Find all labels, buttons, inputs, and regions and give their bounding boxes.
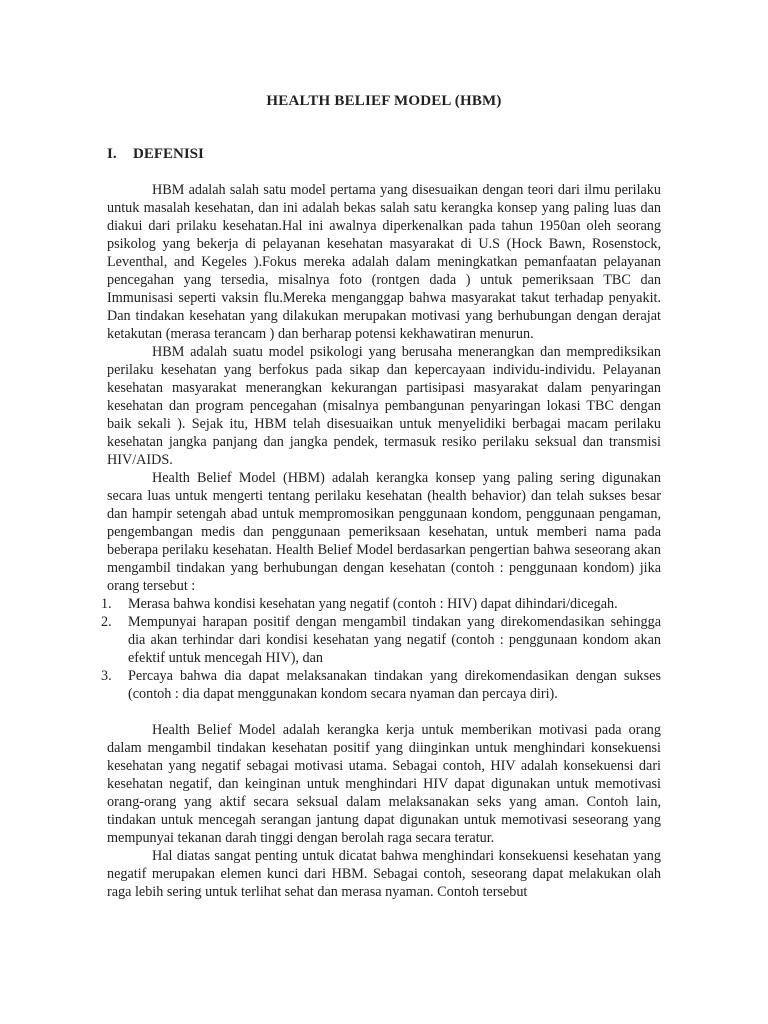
section-number: I. [107,146,117,162]
list-item-text: Merasa bahwa kondisi kesehatan yang negatif (contoh : HIV) dapat dihindari/dicegah. [128,596,618,612]
list-item-number: 3. [101,668,112,684]
section-title: DEFENISI [133,146,204,162]
list-item [101,667,661,703]
document-body [101,181,661,901]
paragraph: Health Belief Model adalah kerangka kerja untuk memberikan motivasi pada orang dalam mengambil tindakan kesehatan positif yang diinginkan untuk menghindari konsekuensi kesehatan yang negatif sebagai motivasi utama. Sebagai contoh, HIV adalah konsekuensi dari kesehatan negatif, dan keinginan untuk menghindari HIV dapat digunakan untuk memotivasi orang-orang yang aktif secara seksual dalam melaksanakan seks yang aman. Contoh lain, tindakan untuk mencegah serangan jantung dapat digunakan untuk memotivasi seseorang yang mempunyai tekanan darah tinggi dengan berolah raga secara teratur. [107,722,661,846]
paragraph: Hal diatas sangat penting untuk dicatat bahwa menghindari konsekuensi kesehatan yang negatif merupakan elemen kunci dari HBM. Sebagai contoh, seseorang dapat melakukan olah raga lebih sering untuk terlihat sehat dan merasa nyaman. Contoh tersebut [107,848,661,900]
list-item-number: 2. [101,614,112,630]
document-title: HEALTH BELIEF MODEL (HBM) [266,93,502,109]
paragraph: HBM adalah suatu model psikologi yang berusaha menerangkan dan memprediksikan perilaku kesehatan yang berfokus pada sikap dan kepercayaan individu-individu. Pelayanan kesehatan masyarakat menerangkan kekurangan partisipasi masyarakat dalam penyaringan kesehatan dan program pencegahan (misalnya pembangunan penyaringan lokasi TBC dengan baik sekali ). Sejak itu, HBM telah disesuaikan untuk menyelidiki berbagai macam perilaku kesehatan jangka panjang dan jangka pendek, termasuk resiko perilaku seksual dan transmisi HIV/AIDS. [107,344,661,468]
numbered-list [101,595,661,703]
list-item [101,613,661,667]
list-item-text: Percaya bahwa dia dapat melaksanakan tindakan yang direkomendasikan dengan sukses (contoh : dia dapat menggunakan kondom secara nyaman dan percaya diri). [128,668,661,702]
section-heading [107,146,204,163]
paragraph: HBM adalah salah satu model pertama yang disesuaikan dengan teori dari ilmu perilaku untuk masalah kesehatan, dan ini adalah bekas salah satu kerangka konsep yang paling luas dan diakui dari prilaku kesehatan.Hal ini awalnya diperkenalkan pada tahun 1950an oleh seorang psikolog yang bekerja di pelayanan kesehatan masyarakat di U.S (Hock Bawn, Rosenstock, Leventhal, and Kegeles ).Fokus mereka adalah dalam meningkatkan pemanfaatan pelayanan pencegahan yang tersedia, misalnya foto (rontgen dada ) untuk pemeriksaan TBC dan Immunisasi seperti vaksin flu.Mereka menganggap bahwa masyarakat takut terhadap penyakit. Dan tindakan kesehatan yang dilakukan merupakan motivasi yang berhubungan dengan derajat ketakutan (merasa terancam ) dan berharap potensi kekhawatiran menurun. [107,182,661,342]
list-item-text: Mempunyai harapan positif dengan mengambil tindakan yang direkomendasikan sehingga dia akan terhindar dari kondisi kesehatan yang negatif (contoh : penggunaan kondom akan efektif untuk mencegah HIV), dan [128,614,661,666]
list-item [101,595,661,613]
paragraph: Health Belief Model (HBM) adalah kerangka konsep yang paling sering digunakan secara luas untuk mengerti tentang perilaku kesehatan (health behavior) dan telah sukses besar dan hampir setengah abad untuk mempromosikan penggunaan kondom, penggunaan pengaman, pengembangan medis dan penggunaan pemeriksaan kesehatan, untuk memberi nama pada beberapa perilaku kesehatan. Health Belief Model berdasarkan pengertian bahwa seseorang akan mengambil tindakan yang berhubungan dengan kesehatan (contoh : penggunaan kondom) jika orang tersebut : [107,470,661,594]
list-item-number: 1. [101,596,112,612]
